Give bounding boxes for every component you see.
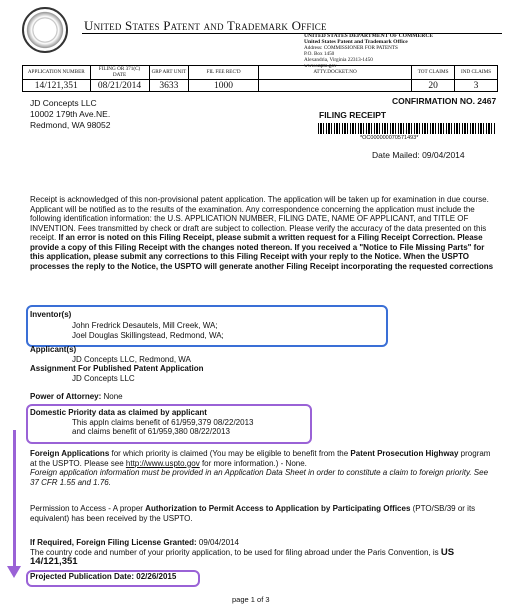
license-date: 09/04/2014: [196, 538, 239, 547]
address-line: JD Concepts LLC: [30, 98, 97, 108]
address-line: Address: COMMISSIONER FOR PATENTS: [304, 45, 398, 51]
barcode: [318, 123, 496, 134]
priority-number: US 14/121,351: [30, 546, 455, 567]
page-number: page 1 of 3: [232, 595, 270, 604]
foreign-text: for more information.) - None.: [199, 458, 307, 468]
permission-text: (PTO/SB/39 or its equivalent) has been received by the USPTO.: [30, 504, 476, 523]
receipt-paragraph: [30, 195, 500, 271]
foreign-label: Foreign Applications: [30, 449, 110, 458]
foreign-text: program at the USPTO. Please see: [30, 449, 491, 468]
publication-label: Projected Publication Date:: [30, 572, 135, 581]
header-docket: ATTY.DOCKET.NO: [258, 66, 411, 80]
license-text: The country code and number of your priority application, to be used for filing abroad under the Paris Convention, is: [30, 547, 441, 557]
permission-bold: Authorization to Permit Access to Application by Participating Offices: [145, 504, 411, 513]
annotation-arrow-line: [13, 430, 16, 569]
filing-date-value: 08/21/2014: [90, 80, 149, 92]
applicants-value: JD Concepts LLC, Redmond, WA: [72, 354, 191, 364]
poa-value: None: [101, 392, 123, 401]
office-address: [304, 33, 504, 69]
header-art-unit: GRP ART UNIT: [149, 66, 189, 80]
header-fee: FIL FEE REC'D: [189, 66, 259, 80]
fee-value: 1000: [189, 80, 259, 92]
agency-name: United States Patent and Trademark Office: [84, 18, 327, 33]
inventors-list: [72, 321, 224, 340]
uspto-seal: [22, 7, 68, 53]
priority-line: This appln claims benefit of 61/959,379 08/22/2013: [72, 417, 254, 427]
tot-claims-value: 20: [412, 80, 455, 92]
domestic-priority: [30, 408, 253, 437]
table-value-row: [23, 80, 498, 92]
application-data-table: [22, 65, 498, 92]
address-line: www.uspto.gov: [304, 63, 337, 69]
assignment-value: JD Concepts LLC: [72, 373, 135, 383]
foreign-note: Foreign application information must be provided in an Application Data Sheet in order to constitute a claim to foreign priority. See 37 CFR 1.55 and 1.76.: [30, 468, 489, 487]
projected-publication: [30, 572, 176, 582]
docket-value: [258, 80, 411, 92]
permission-to-access: [30, 504, 498, 523]
power-of-attorney: [30, 392, 123, 402]
address-line: Alexandria, Virginia 22313-1450: [304, 57, 373, 63]
inventors-label: Inventor(s): [30, 310, 72, 319]
license-label: If Required, Foreign Filing License Granted:: [30, 538, 197, 547]
filing-receipt-title: FILING RECEIPT: [319, 110, 387, 120]
barcode-text: *OC000000070571493*: [360, 135, 419, 141]
address-line: UNITED STATES DEPARTMENT OF COMMERCE: [304, 33, 434, 39]
priority-line: and claims benefit of 61/959,380 08/22/2013: [72, 427, 230, 436]
permission-text: Permission to Access - A proper: [30, 504, 146, 513]
pph-label: Patent Prosecution Highway: [350, 449, 459, 458]
address-line: P.O. Box 1450: [304, 51, 335, 57]
receipt-text: Receipt is acknowledged of this non-provisional patent application. The application will be taken up for examination in due course. Applicant will be notified as to the results of the examination. Any correspondence concerning the application must include the following identification information: the U.S. APPLICATION NUMBER, FILING DATE, NAME OF APPLICANT, and TITLE OF INVENTION. Fees transmitted by check or draft are subject to collection. Please verify the accuracy of the data presented on this receipt.: [30, 195, 489, 242]
date-mailed: Date Mailed: 09/04/2014: [372, 150, 465, 160]
address-line: United States Patent and Trademark Office: [304, 39, 408, 45]
inventor-name: Joel Douglas Skillingstead, Redmond, WA;: [72, 330, 224, 340]
correction-instructions: If an error is noted on this Filing Receipt, please submit a written request for a Filing Receipt Correction. Please provide a copy of this Filing Receipt with the changes noted thereon. If you received a "Notice to File Missing Parts" for this application, please submit any corrections to this Filing Receipt with your reply to the Notice. When the USPTO processes the reply to the Notice, the USPTO will generate another Filing Receipt incorporating the requested corrections: [30, 233, 494, 271]
uspto-link[interactable]: http://www.uspto.gov: [125, 458, 200, 468]
header-tot-claims: TOT CLAIMS: [412, 66, 455, 80]
table-header-row: [23, 66, 498, 80]
ind-claims-value: 3: [455, 80, 498, 92]
header-filing-date: FILING OR 371(C) DATE: [90, 66, 149, 80]
applicant-address: [30, 98, 110, 131]
inventor-name: John Fredrick Desautels, Mill Creek, WA;: [72, 321, 218, 330]
application-number-value: 14/121,351: [23, 80, 91, 92]
header-application-number: APPLICATION NUMBER: [23, 66, 91, 80]
poa-label: Power of Attorney:: [30, 392, 102, 401]
foreign-applications: [30, 449, 498, 487]
publication-date: 02/26/2015: [134, 572, 177, 581]
address-line: 10002 179th Ave.NE.: [30, 109, 111, 119]
assignment-label: Assignment For Published Patent Application: [30, 364, 204, 373]
address-line: Redmond, WA 98052: [30, 120, 111, 130]
header-ind-claims: IND CLAIMS: [455, 66, 498, 80]
applicants-label: Applicant(s): [30, 345, 77, 354]
applicants-section: [30, 345, 204, 383]
foreign-filing-license: [30, 538, 498, 567]
confirmation-number: CONFIRMATION NO. 2467: [392, 96, 497, 106]
art-unit-value: 3633: [149, 80, 189, 92]
foreign-text: for which priority is claimed (You may be eligible to benefit from the: [109, 449, 351, 458]
annotation-arrow-head: [7, 566, 21, 578]
domestic-priority-label: Domestic Priority data as claimed by applicant: [30, 408, 207, 417]
